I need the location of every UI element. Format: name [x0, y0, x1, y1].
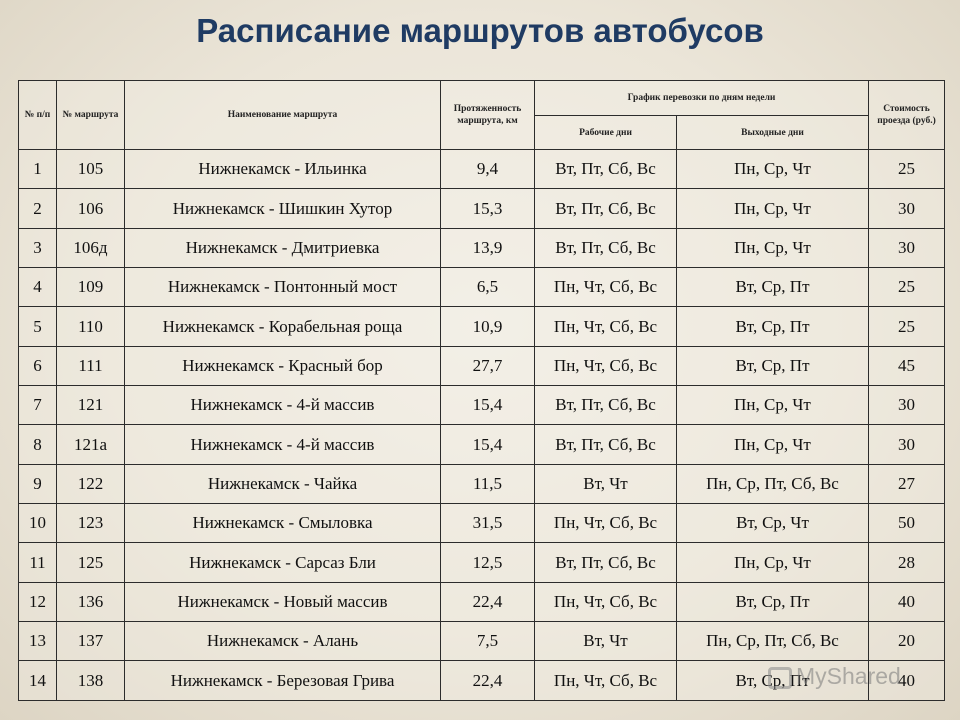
cell-route-name: Нижнекамск - Новый массив: [125, 582, 441, 621]
cell-price: 30: [869, 386, 945, 425]
cell-route-length: 12,5: [441, 543, 535, 582]
cell-weekends: Вт, Ср, Пт: [677, 582, 869, 621]
cell-route-name: Нижнекамск - Ильинка: [125, 150, 441, 189]
watermark: [768, 656, 938, 696]
cell-route-number: 105: [57, 150, 125, 189]
cell-weekends: Пн, Ср, Пт, Сб, Вс: [677, 622, 869, 661]
cell-weekends: Вт, Ср, Пт: [677, 661, 869, 701]
cell-route-name: Нижнекамск - Алань: [125, 622, 441, 661]
table-row: [19, 386, 945, 425]
watermark-text: MyShared: [796, 663, 901, 689]
watermark-icon: [768, 667, 792, 689]
header-workdays: Рабочие дни: [535, 116, 677, 150]
cell-row-number: 9: [19, 464, 57, 503]
header-route-length: Протяженность маршрута, км: [441, 81, 535, 150]
cell-price: 40: [869, 582, 945, 621]
cell-route-number: 110: [57, 307, 125, 346]
cell-row-number: 3: [19, 228, 57, 267]
header-row-number: № п/п: [19, 81, 57, 150]
cell-price: 20: [869, 622, 945, 661]
cell-price: 27: [869, 464, 945, 503]
table-row: [19, 228, 945, 267]
header-route-name: Наименование маршрута: [125, 81, 441, 150]
cell-weekends: Пн, Ср, Пт, Сб, Вс: [677, 464, 869, 503]
cell-route-number: 125: [57, 543, 125, 582]
cell-route-number: 123: [57, 504, 125, 543]
cell-route-number: 138: [57, 661, 125, 701]
page-title: Расписание маршрутов автобусов: [196, 12, 764, 49]
cell-weekends: Пн, Ср, Чт: [677, 425, 869, 464]
cell-route-length: 6,5: [441, 268, 535, 307]
cell-route-name: Нижнекамск - 4-й массив: [125, 386, 441, 425]
cell-workdays: Вт, Чт: [535, 464, 677, 503]
cell-route-name: Нижнекамск - Березовая Грива: [125, 661, 441, 701]
cell-workdays: Вт, Чт: [535, 622, 677, 661]
table-row: [19, 464, 945, 503]
cell-price: 30: [869, 228, 945, 267]
cell-route-length: 15,3: [441, 189, 535, 228]
table-row: [19, 346, 945, 385]
cell-workdays: Вт, Пт, Сб, Вс: [535, 150, 677, 189]
cell-workdays: Пн, Чт, Сб, Вс: [535, 582, 677, 621]
cell-workdays: Вт, Пт, Сб, Вс: [535, 543, 677, 582]
cell-route-number: 106: [57, 189, 125, 228]
cell-route-number: 111: [57, 346, 125, 385]
cell-route-length: 13,9: [441, 228, 535, 267]
cell-route-name: Нижнекамск - Корабельная роща: [125, 307, 441, 346]
table-row: [19, 504, 945, 543]
cell-route-length: 22,4: [441, 582, 535, 621]
cell-price: 50: [869, 504, 945, 543]
cell-route-name: Нижнекамск - Красный бор: [125, 346, 441, 385]
cell-route-length: 22,4: [441, 661, 535, 701]
table-row: [19, 307, 945, 346]
cell-route-name: Нижнекамск - 4-й массив: [125, 425, 441, 464]
cell-row-number: 7: [19, 386, 57, 425]
table-row: [19, 425, 945, 464]
cell-route-number: 122: [57, 464, 125, 503]
cell-route-name: Нижнекамск - Понтонный мост: [125, 268, 441, 307]
cell-workdays: Вт, Пт, Сб, Вс: [535, 189, 677, 228]
cell-route-name: Нижнекамск - Чайка: [125, 464, 441, 503]
cell-workdays: Пн, Чт, Сб, Вс: [535, 346, 677, 385]
cell-workdays: Вт, Пт, Сб, Вс: [535, 228, 677, 267]
cell-weekends: Пн, Ср, Чт: [677, 228, 869, 267]
table-row: [19, 189, 945, 228]
cell-row-number: 8: [19, 425, 57, 464]
cell-row-number: 2: [19, 189, 57, 228]
cell-row-number: 10: [19, 504, 57, 543]
table-row: [19, 268, 945, 307]
cell-route-number: 121а: [57, 425, 125, 464]
header-route-number: № маршрута: [57, 81, 125, 150]
bus-schedule-table: [18, 80, 945, 701]
cell-weekends: Вт, Ср, Пт: [677, 307, 869, 346]
cell-row-number: 14: [19, 661, 57, 701]
cell-route-name: Нижнекамск - Сарсаз Бли: [125, 543, 441, 582]
cell-route-number: 136: [57, 582, 125, 621]
cell-price: 25: [869, 268, 945, 307]
cell-route-name: Нижнекамск - Шишкин Хутор: [125, 189, 441, 228]
table-row: [19, 150, 945, 189]
cell-row-number: 13: [19, 622, 57, 661]
cell-weekends: Вт, Ср, Пт: [677, 346, 869, 385]
cell-weekends: Вт, Ср, Пт: [677, 268, 869, 307]
cell-route-length: 11,5: [441, 464, 535, 503]
cell-route-length: 15,4: [441, 386, 535, 425]
cell-route-number: 121: [57, 386, 125, 425]
table-body: [19, 150, 945, 701]
cell-weekends: Пн, Ср, Чт: [677, 543, 869, 582]
cell-row-number: 12: [19, 582, 57, 621]
cell-price: 45: [869, 346, 945, 385]
cell-route-length: 10,9: [441, 307, 535, 346]
cell-workdays: Пн, Чт, Сб, Вс: [535, 504, 677, 543]
cell-route-length: 9,4: [441, 150, 535, 189]
header-weekends: Выходные дни: [677, 116, 869, 150]
cell-workdays: Пн, Чт, Сб, Вс: [535, 661, 677, 701]
cell-route-name: Нижнекамск - Смыловка: [125, 504, 441, 543]
cell-workdays: Вт, Пт, Сб, Вс: [535, 425, 677, 464]
cell-price: 30: [869, 189, 945, 228]
cell-workdays: Вт, Пт, Сб, Вс: [535, 386, 677, 425]
cell-weekends: Пн, Ср, Чт: [677, 386, 869, 425]
cell-row-number: 5: [19, 307, 57, 346]
cell-price: 25: [869, 307, 945, 346]
cell-route-length: 7,5: [441, 622, 535, 661]
cell-weekends: Пн, Ср, Чт: [677, 189, 869, 228]
cell-row-number: 4: [19, 268, 57, 307]
cell-price: 28: [869, 543, 945, 582]
cell-route-number: 106д: [57, 228, 125, 267]
cell-price: 40: [869, 661, 945, 701]
cell-price: 30: [869, 425, 945, 464]
cell-row-number: 6: [19, 346, 57, 385]
cell-route-name: Нижнекамск - Дмитриевка: [125, 228, 441, 267]
header-price: Стоимость проезда (руб.): [869, 81, 945, 150]
table-header: [19, 81, 945, 150]
cell-route-length: 31,5: [441, 504, 535, 543]
cell-workdays: Пн, Чт, Сб, Вс: [535, 268, 677, 307]
table-row: [19, 543, 945, 582]
cell-row-number: 11: [19, 543, 57, 582]
cell-weekends: Вт, Ср, Чт: [677, 504, 869, 543]
cell-price: 25: [869, 150, 945, 189]
cell-workdays: Пн, Чт, Сб, Вс: [535, 307, 677, 346]
cell-route-length: 27,7: [441, 346, 535, 385]
cell-route-number: 137: [57, 622, 125, 661]
cell-route-length: 15,4: [441, 425, 535, 464]
table-row: [19, 582, 945, 621]
cell-route-number: 109: [57, 268, 125, 307]
header-schedule: График перевозки по дням недели: [535, 81, 869, 116]
cell-weekends: Пн, Ср, Чт: [677, 150, 869, 189]
cell-row-number: 1: [19, 150, 57, 189]
